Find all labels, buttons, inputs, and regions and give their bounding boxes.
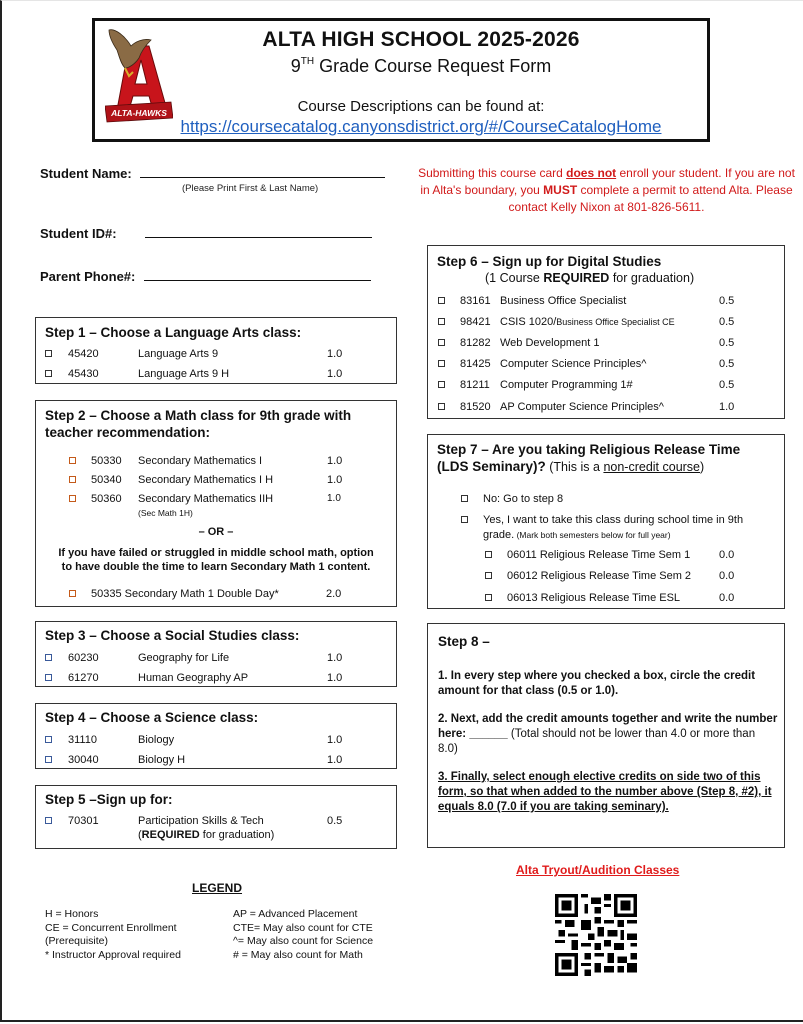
checkbox[interactable] <box>45 674 52 681</box>
checkbox[interactable] <box>69 495 76 502</box>
seminary-no-option[interactable]: No: Go to step 8 <box>461 492 563 506</box>
checkbox[interactable] <box>45 370 52 377</box>
checkbox[interactable] <box>438 381 445 388</box>
step4-title: Step 4 – Choose a Science class: <box>45 710 259 725</box>
step3-box: Step 3 – Choose a Social Studies class: 60230 Geography for Life 1.0 61270 Human Geography AP 1.0 <box>35 621 397 687</box>
student-name-field[interactable]: Student Name: <box>40 165 385 183</box>
checkbox[interactable] <box>438 360 445 367</box>
step7-title: Step 7 – Are you taking Religious Release Time (LDS Seminary)? (This is a non-credit course) <box>437 442 741 474</box>
step6-subtitle: (1 Course REQUIRED for graduation) <box>485 271 695 285</box>
checkbox[interactable] <box>69 590 76 597</box>
legend-left: H = Honors CE = Concurrent Enrollment (Prerequisite) * Instructor Approval required <box>45 908 181 961</box>
qr-code-icon[interactable] <box>555 894 637 976</box>
step5-title: Step 5 –Sign up for: <box>45 792 173 807</box>
step8-box <box>427 623 785 848</box>
checkbox[interactable] <box>45 736 52 743</box>
step8-item2[interactable]: 2. Next, add the credit amounts together and write the number here: ______ (Total should not be lower than 4.0 or more than 8.0) <box>438 713 778 755</box>
checkbox[interactable] <box>485 551 492 558</box>
seminary-yes-option[interactable]: Yes, I want to take this class during school time in 9th grade. (Mark both semesters below for full year) <box>461 513 743 543</box>
step2-box: Step 2 – Choose a Math class for 9th grade with teacher recommendation: 50330 Secondary Mathematics I 1.0 50340 Secondary Mathematics I H 1.0 50360 Secondary Mathematics IIH (Sec Math 1H) 1.0 – OR – If you have failed or struggled in middle school math, option to have double the time to learn Secondary Math 1 content. 50335 Secondary Math 1 Double Day* 2.0 <box>35 400 397 607</box>
parent-phone-line[interactable] <box>144 268 371 281</box>
course-catalog-link[interactable]: https://coursecatalog.canyonsdistrict.org/#/CourseCatalogHome <box>180 117 662 136</box>
parent-phone-field[interactable]: Parent Phone#: <box>40 268 371 286</box>
checkbox[interactable] <box>485 572 492 579</box>
svg-text:ALTA-HAWKS: ALTA-HAWKS <box>111 108 167 118</box>
double-day-note: If you have failed or struggled in middle school math, option to have double the time to learn Secondary Math 1 content. <box>58 547 374 573</box>
checkbox[interactable] <box>45 817 52 824</box>
checkbox[interactable] <box>438 318 445 325</box>
student-id-line[interactable] <box>145 225 372 238</box>
student-name-note: (Please Print First & Last Name) <box>182 183 319 194</box>
checkbox[interactable] <box>485 594 492 601</box>
enrollment-notice: Submitting this course card does not enroll your student. If you are not in Alta's boundary, you MUST complete a permit to attend Alta. Please contact Kelly Nixon at 801-826-5611. <box>418 166 795 214</box>
checkbox[interactable] <box>45 350 52 357</box>
step1-box: Step 1 – Choose a Language Arts class: 45420 Language Arts 9 1.0 45430 Language Arts 9 H 1.0 <box>35 317 397 384</box>
step6-title: Step 6 – Sign up for Digital Studies <box>437 254 662 269</box>
checkbox[interactable] <box>45 756 52 763</box>
checkbox[interactable] <box>45 654 52 661</box>
legend-right: AP = Advanced Placement CTE= May also count for CTE ^= May also count for Science # = May also count for Math <box>233 908 374 961</box>
checkbox[interactable] <box>69 457 76 464</box>
form-title: ALTA HIGH SCHOOL 2025-2026 <box>262 28 580 51</box>
student-id-field[interactable]: Student ID#: <box>40 225 372 243</box>
student-name-line[interactable] <box>140 165 385 178</box>
checkbox[interactable] <box>461 516 468 523</box>
step5-box: Step 5 –Sign up for: 70301 Participation Skills & Tech (REQUIRED for graduation) 0.5 <box>35 785 397 849</box>
step2-title: Step 2 – Choose a Math class for 9th grade with teacher recommendation: <box>45 408 352 440</box>
form-subtitle: 9TH Grade Course Request Form <box>290 56 552 76</box>
step7-box: Step 7 – Are you taking Religious Release Time (LDS Seminary)? (This is a non-credit course) No: Go to step 8 Yes, I want to take this class during school time in 9th grade. (Mark both semesters below for full year) 06011 Religious Release Time Sem 1 0.0 06012 Religious Release Time Sem 2 0.0 06013 Religious Release Time ESL 0.0 <box>427 434 785 609</box>
checkbox[interactable] <box>438 297 445 304</box>
header-box <box>92 18 710 142</box>
step8-item3: 3. Finally, select enough elective credits on side two of this form, so that when added to the number above (Step 8, #2), it equals 8.0 (7.0 if you are taking seminary). <box>438 771 772 813</box>
catalog-description: Course Descriptions can be found at: <box>297 98 545 115</box>
step3-title: Step 3 – Choose a Social Studies class: <box>45 628 300 643</box>
or-divider: – OR – <box>198 526 234 538</box>
checkbox[interactable] <box>69 476 76 483</box>
legend-title: LEGEND <box>192 881 243 895</box>
checkbox[interactable] <box>438 403 445 410</box>
step8-title: Step 8 – <box>438 634 490 649</box>
step1-title: Step 1 – Choose a Language Arts class: <box>45 325 302 340</box>
step8-item1: 1. In every step where you checked a box, circle the credit amount for that class (0.5 or 1.0). <box>438 670 756 697</box>
checkbox[interactable] <box>438 339 445 346</box>
step6-box: Step 6 – Sign up for Digital Studies (1 Course REQUIRED for graduation) 83161 Business Office Specialist 0.5 98421 CSIS 1020/Business Office Specialist CE 0.5 81282 Web Development 1 0.5 81425 Computer Science Principles^ 0.5 81211 Computer Programming 1# 0.5 81520 AP Computer Science Principles^ 1.0 <box>427 245 785 419</box>
checkbox[interactable] <box>461 495 468 502</box>
step4-box: Step 4 – Choose a Science class: 31110 Biology 1.0 30040 Biology H 1.0 <box>35 703 397 769</box>
tryout-audition-link[interactable]: Alta Tryout/Audition Classes <box>516 863 680 877</box>
